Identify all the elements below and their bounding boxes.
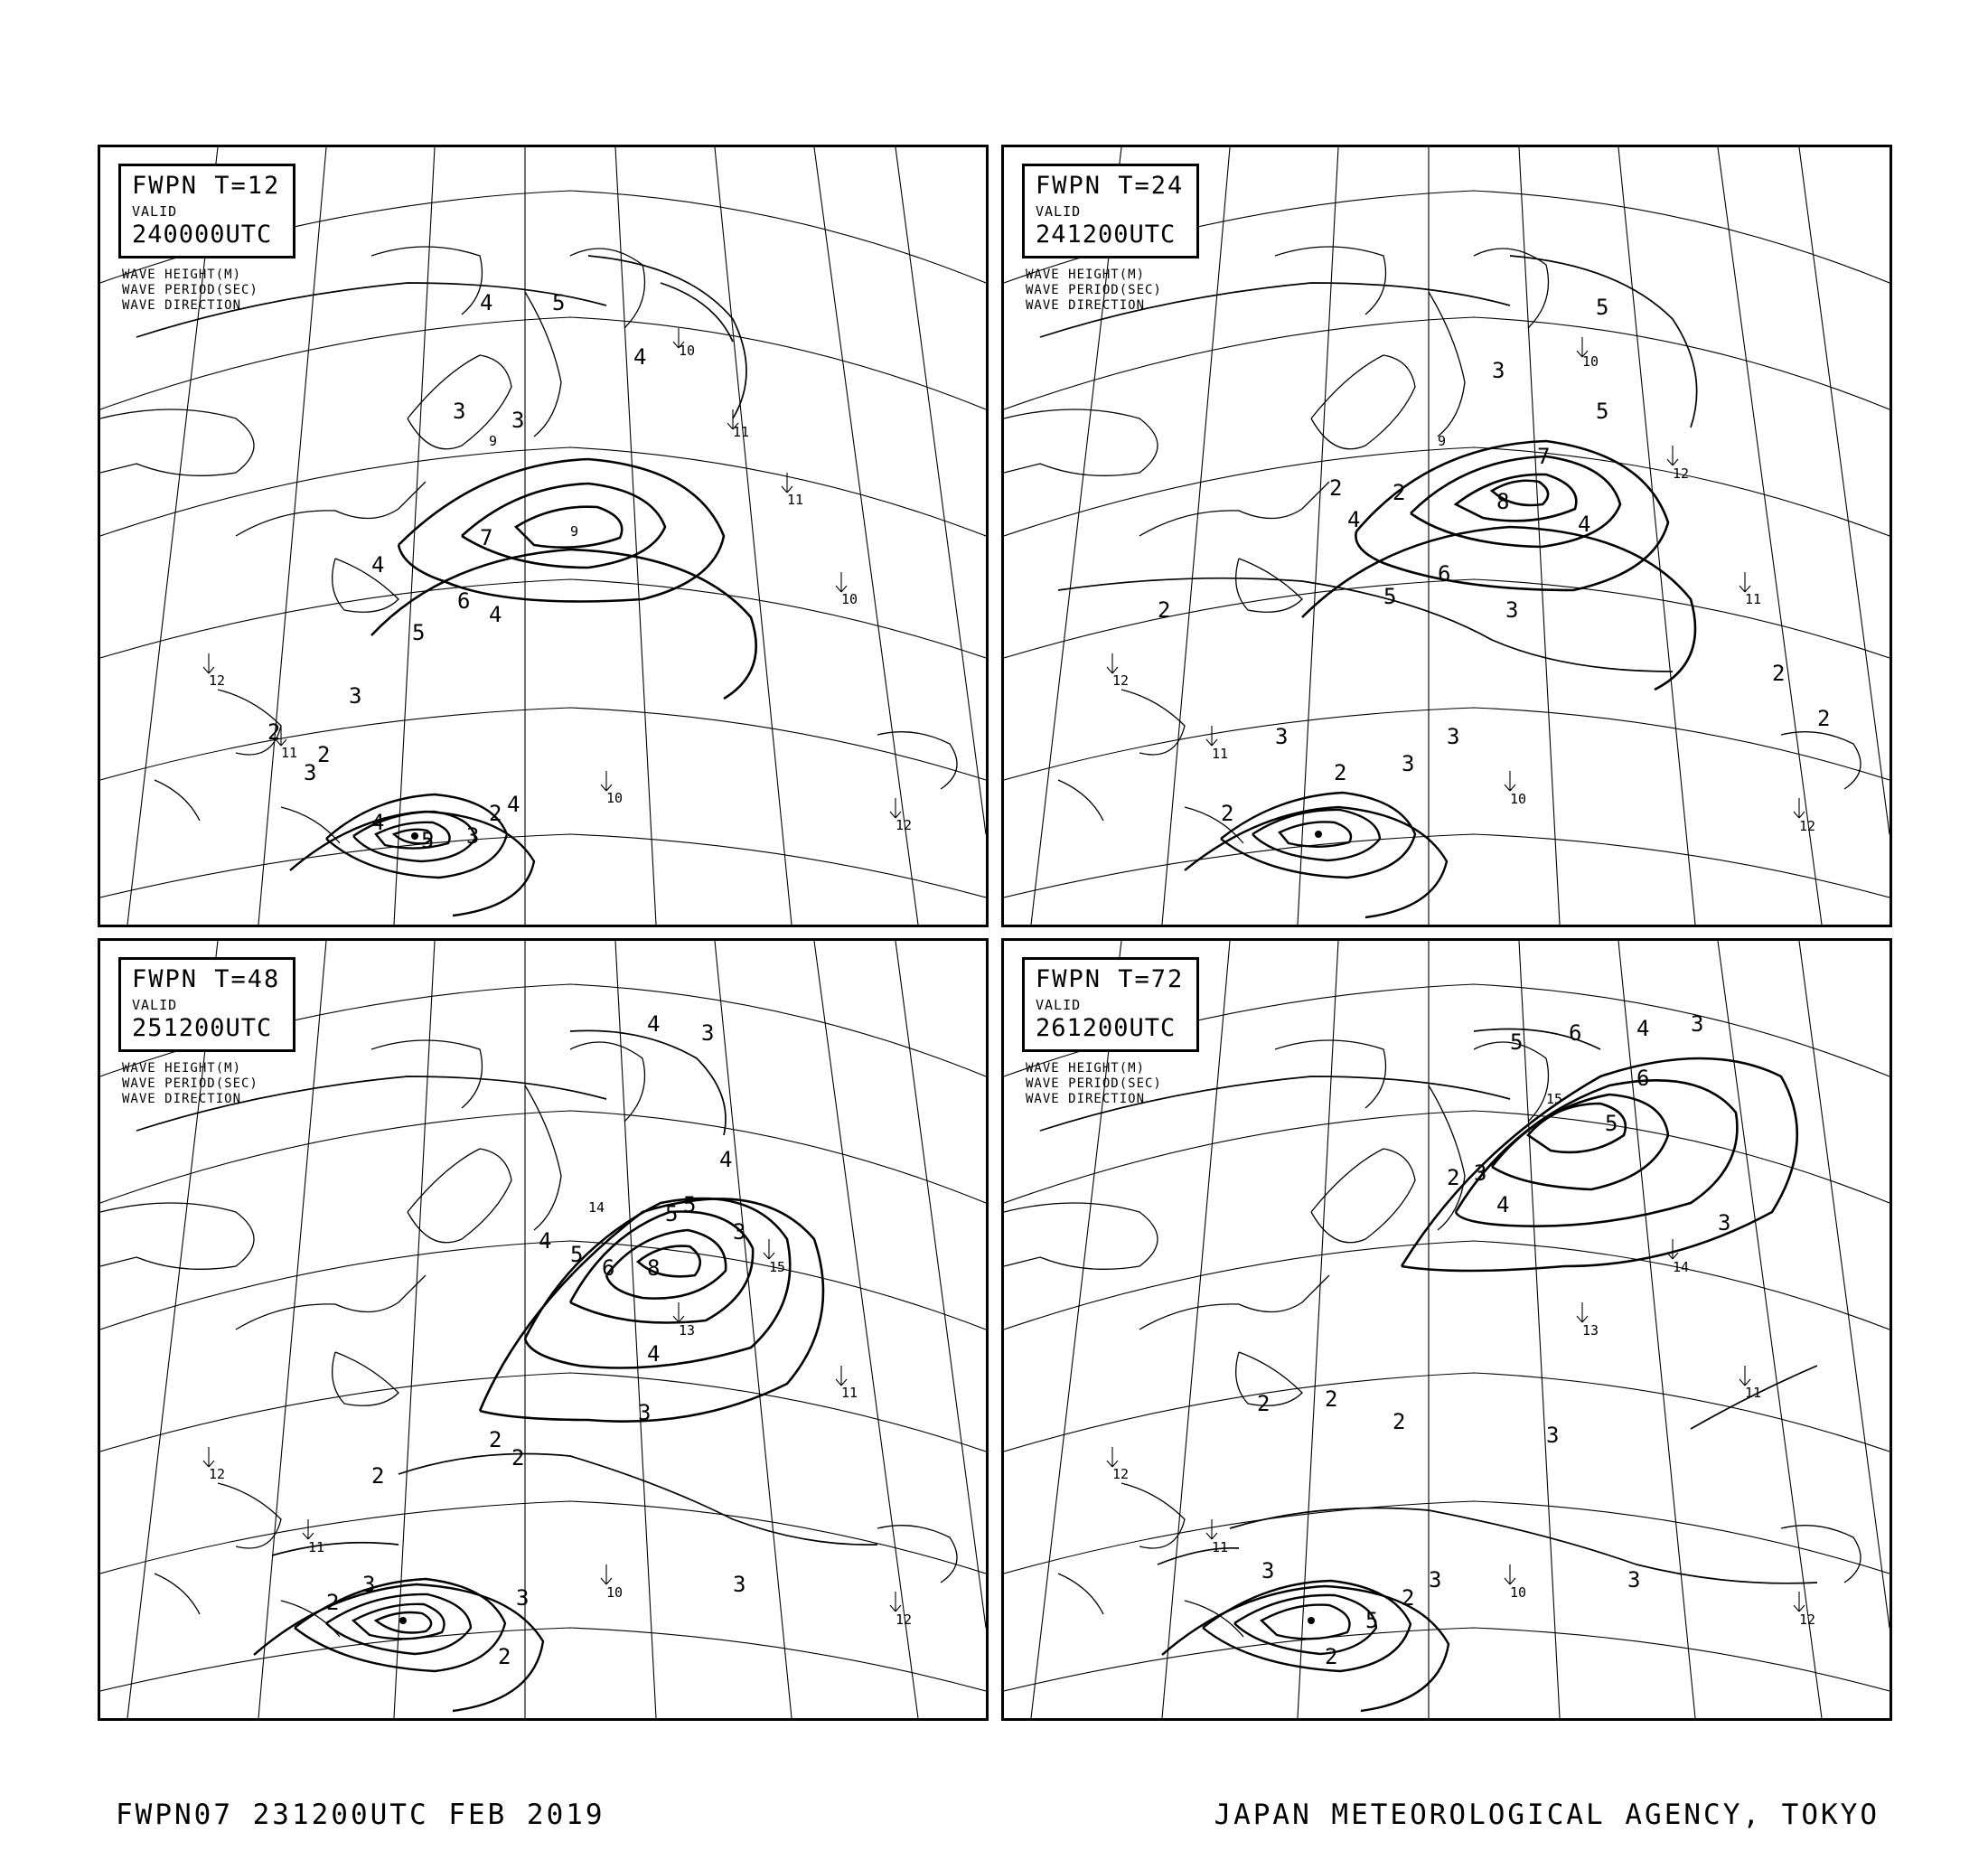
svg-text:3: 3: [1402, 751, 1415, 776]
svg-text:3: 3: [349, 683, 362, 709]
svg-text:2: 2: [498, 1644, 511, 1669]
svg-text:12: 12: [1799, 1611, 1816, 1628]
legend-box: [118, 957, 295, 1052]
svg-text:5: 5: [1605, 1111, 1618, 1136]
svg-text:5: 5: [570, 1242, 584, 1267]
svg-text:3: 3: [1474, 1160, 1487, 1186]
valid-time: 261200UTC: [1036, 1014, 1177, 1042]
legend-line-wave-period: WAVE PERIOD(SEC): [122, 1076, 258, 1091]
svg-text:12: 12: [1799, 818, 1816, 834]
svg-text:3: 3: [304, 760, 317, 785]
svg-text:3: 3: [1429, 1567, 1442, 1593]
svg-text:4: 4: [489, 602, 502, 627]
svg-text:4: 4: [633, 344, 647, 370]
svg-text:5: 5: [1383, 584, 1397, 609]
svg-text:5: 5: [1365, 1608, 1379, 1633]
svg-text:2: 2: [1329, 475, 1343, 501]
svg-text:2: 2: [317, 742, 331, 767]
svg-text:3: 3: [638, 1400, 652, 1425]
svg-text:10: 10: [1510, 1584, 1527, 1601]
svg-text:4: 4: [1347, 507, 1361, 532]
svg-text:4: 4: [371, 810, 385, 835]
svg-text:3: 3: [1546, 1423, 1560, 1448]
legend-subtext: [122, 1061, 295, 1107]
svg-text:3: 3: [516, 1585, 530, 1611]
svg-text:3: 3: [701, 1020, 715, 1046]
svg-text:6: 6: [1636, 1066, 1650, 1091]
svg-text:9: 9: [1438, 433, 1447, 449]
legend-box: [1022, 957, 1199, 1052]
svg-text:4: 4: [719, 1147, 733, 1172]
svg-text:3: 3: [1505, 597, 1519, 623]
svg-text:7: 7: [1537, 444, 1551, 469]
svg-text:2: 2: [1393, 1409, 1406, 1434]
valid-time: 251200UTC: [132, 1014, 273, 1042]
svg-text:10: 10: [1510, 791, 1527, 807]
svg-text:5: 5: [1596, 295, 1609, 320]
svg-text:10: 10: [841, 591, 858, 607]
legend-line-wave-height: WAVE HEIGHT(M): [122, 1061, 242, 1076]
svg-text:12: 12: [896, 817, 913, 833]
svg-text:4: 4: [539, 1228, 552, 1254]
svg-text:11: 11: [787, 492, 804, 508]
svg-text:2: 2: [1221, 801, 1234, 826]
svg-text:2: 2: [511, 1445, 525, 1470]
svg-text:6: 6: [602, 1255, 615, 1281]
valid-time: 241200UTC: [1036, 221, 1177, 249]
svg-text:15: 15: [769, 1259, 786, 1275]
svg-text:3: 3: [362, 1572, 376, 1597]
svg-text:10: 10: [606, 790, 624, 806]
svg-text:3: 3: [1447, 724, 1460, 749]
svg-text:10: 10: [679, 343, 696, 359]
legend-line-wave-direction: WAVE DIRECTION: [122, 298, 242, 313]
svg-text:2: 2: [1257, 1391, 1271, 1416]
svg-text:2: 2: [1334, 760, 1347, 785]
svg-text:4: 4: [480, 290, 493, 315]
svg-text:3: 3: [1627, 1567, 1641, 1593]
panel-legend-t72: [1022, 957, 1199, 1107]
forecast-panel-t12[interactable]: [98, 145, 989, 927]
panel-title: FWPN T=72: [1036, 965, 1185, 993]
svg-text:12: 12: [209, 1466, 226, 1482]
svg-text:2: 2: [1772, 661, 1786, 686]
legend-subtext: [1026, 268, 1199, 314]
svg-text:3: 3: [733, 1572, 746, 1597]
svg-text:14: 14: [1673, 1259, 1690, 1275]
svg-text:2: 2: [1447, 1165, 1460, 1190]
svg-text:5: 5: [1510, 1029, 1524, 1055]
svg-text:10: 10: [606, 1584, 624, 1601]
legend-line-wave-period: WAVE PERIOD(SEC): [122, 283, 258, 297]
svg-text:13: 13: [1582, 1322, 1599, 1339]
svg-text:11: 11: [1745, 1385, 1762, 1401]
svg-text:12: 12: [1112, 672, 1130, 689]
svg-text:10: 10: [1582, 353, 1599, 370]
svg-text:4: 4: [507, 792, 520, 817]
svg-text:2: 2: [1402, 1585, 1415, 1611]
svg-text:11: 11: [841, 1385, 858, 1401]
svg-text:12: 12: [1112, 1466, 1130, 1482]
svg-text:3: 3: [466, 823, 480, 849]
svg-text:15: 15: [1546, 1091, 1563, 1107]
svg-text:11: 11: [281, 745, 298, 761]
svg-text:3: 3: [1691, 1011, 1704, 1037]
panel-title: FWPN T=24: [1036, 172, 1185, 200]
svg-text:3: 3: [1261, 1558, 1275, 1583]
svg-text:3: 3: [511, 408, 525, 433]
svg-text:5: 5: [665, 1201, 679, 1226]
svg-text:6: 6: [457, 588, 471, 614]
svg-text:11: 11: [1745, 591, 1762, 607]
svg-text:6: 6: [1438, 561, 1451, 587]
svg-text:8: 8: [647, 1255, 661, 1281]
svg-text:2: 2: [1325, 1644, 1338, 1669]
svg-text:4: 4: [1636, 1016, 1650, 1041]
svg-text:4: 4: [1496, 1192, 1510, 1217]
forecast-panel-t72[interactable]: [1001, 938, 1892, 1721]
svg-text:5: 5: [552, 290, 566, 315]
legend-line-wave-direction: WAVE DIRECTION: [1026, 298, 1146, 313]
svg-text:2: 2: [267, 719, 281, 745]
svg-text:11: 11: [733, 424, 750, 440]
svg-text:12: 12: [896, 1611, 913, 1628]
svg-text:3: 3: [453, 399, 466, 424]
svg-text:11: 11: [308, 1539, 325, 1555]
svg-text:13: 13: [679, 1322, 696, 1339]
svg-text:2: 2: [1158, 597, 1171, 623]
svg-text:2: 2: [1325, 1386, 1338, 1412]
svg-text:4: 4: [371, 552, 385, 578]
legend-line-wave-period: WAVE PERIOD(SEC): [1026, 1076, 1162, 1091]
svg-text:2: 2: [489, 1427, 502, 1452]
legend-line-wave-direction: WAVE DIRECTION: [122, 1092, 242, 1106]
legend-box: [118, 164, 295, 258]
legend-line-wave-direction: WAVE DIRECTION: [1026, 1092, 1146, 1106]
svg-text:4: 4: [1578, 512, 1591, 537]
panel-legend-t24: [1022, 164, 1199, 314]
svg-text:7: 7: [480, 525, 493, 550]
svg-text:2: 2: [1817, 706, 1831, 731]
svg-text:14: 14: [588, 1199, 605, 1216]
svg-text:3: 3: [1718, 1210, 1731, 1236]
panel-legend-t12: [118, 164, 295, 314]
valid-label: VALID: [1036, 203, 1082, 220]
svg-text:3: 3: [733, 1219, 746, 1245]
svg-text:2: 2: [1393, 480, 1406, 505]
svg-text:2: 2: [489, 801, 502, 826]
svg-text:2: 2: [326, 1590, 340, 1615]
svg-text:9: 9: [570, 523, 579, 540]
svg-text:3: 3: [1275, 724, 1289, 749]
legend-line-wave-height: WAVE HEIGHT(M): [1026, 1061, 1146, 1076]
svg-text:5: 5: [683, 1192, 697, 1217]
forecast-panel-t24[interactable]: [1001, 145, 1892, 927]
svg-text:6: 6: [1569, 1020, 1582, 1046]
legend-line-wave-height: WAVE HEIGHT(M): [122, 268, 242, 282]
panel-legend-t48: [118, 957, 295, 1107]
chart-id-footer: FWPN07 231200UTC FEB 2019: [116, 1799, 605, 1831]
svg-text:2: 2: [371, 1463, 385, 1489]
legend-subtext: [1026, 1061, 1199, 1107]
svg-text:11: 11: [1212, 1539, 1229, 1555]
svg-text:4: 4: [647, 1341, 661, 1367]
panel-title: FWPN T=48: [132, 965, 281, 993]
svg-text:4: 4: [647, 1011, 661, 1037]
svg-text:5: 5: [412, 620, 426, 645]
valid-time: 240000UTC: [132, 221, 273, 249]
valid-label: VALID: [132, 203, 178, 220]
agency-footer: JAPAN METEOROLOGICAL AGENCY, TOKYO: [1214, 1799, 1880, 1831]
legend-line-wave-period: WAVE PERIOD(SEC): [1026, 283, 1162, 297]
svg-text:3: 3: [1492, 358, 1505, 383]
svg-text:12: 12: [209, 672, 226, 689]
svg-text:5: 5: [421, 828, 435, 853]
forecast-panel-t48[interactable]: [98, 938, 989, 1721]
legend-box: [1022, 164, 1199, 258]
valid-label: VALID: [1036, 997, 1082, 1013]
legend-line-wave-height: WAVE HEIGHT(M): [1026, 268, 1146, 282]
svg-text:11: 11: [1212, 746, 1229, 762]
svg-text:9: 9: [489, 433, 498, 449]
panel-title: FWPN T=12: [132, 172, 281, 200]
svg-text:5: 5: [1596, 399, 1609, 424]
svg-text:8: 8: [1496, 489, 1510, 514]
valid-label: VALID: [132, 997, 178, 1013]
legend-subtext: [122, 268, 295, 314]
svg-text:12: 12: [1673, 465, 1690, 482]
